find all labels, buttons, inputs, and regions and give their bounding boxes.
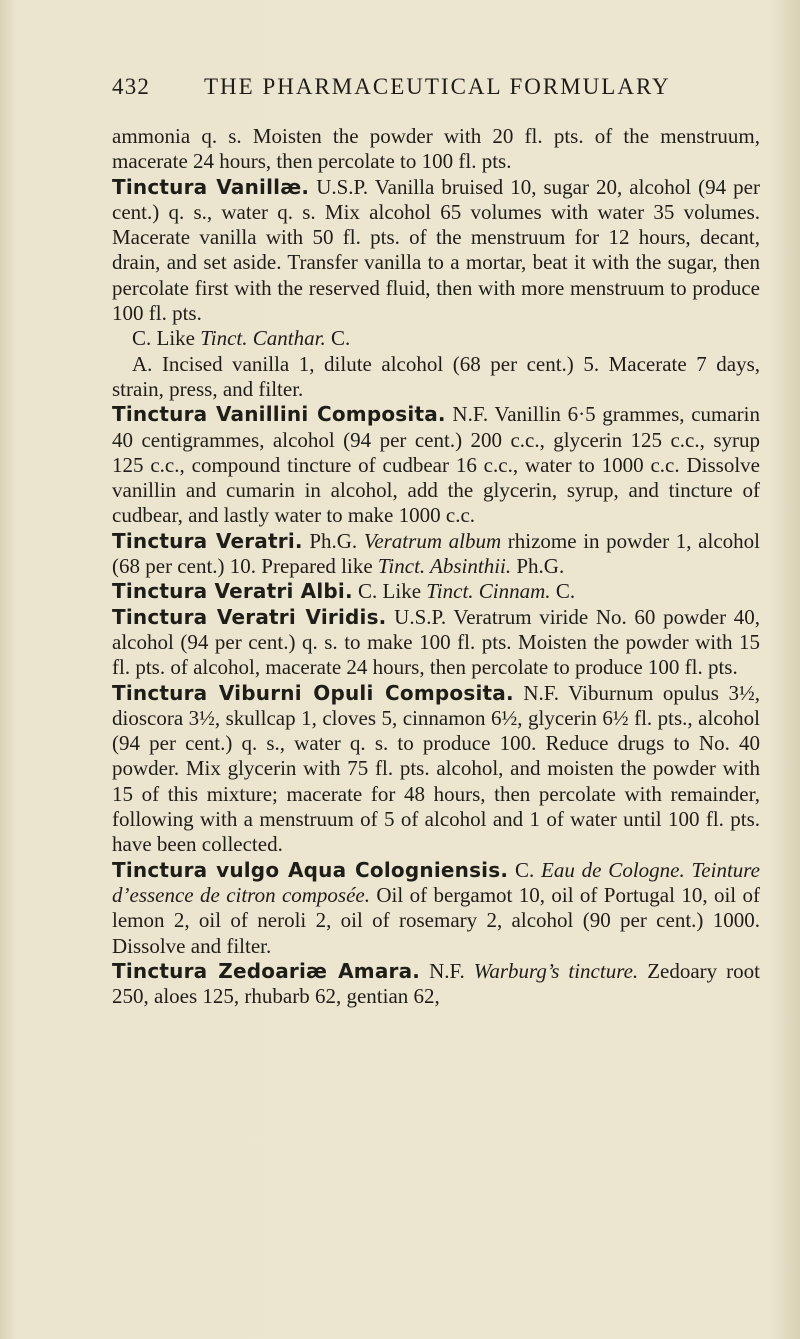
entry-text: C.	[550, 579, 576, 604]
entry-text: Ph.G.	[302, 528, 364, 553]
entry-text: C. Like	[352, 579, 427, 604]
entry-heading: Tinctura vulgo Aqua Cologniensis.	[112, 857, 509, 882]
entry-tinctura-viburni-opuli-composita	[112, 681, 760, 858]
entry-text: N.F. Vanillin 6·5 grammes, cumarin 40 centigrammes, alcohol (94 per cent.) 200 c.c., glycerin 125 c.c., syrup 125 c.c., compound tincture of cudbear 16 c.c., water to 1000 c.c. Dissolve vanillin and cumarin in alcohol, add the glycerin, syrup, and tincture of cudbear, and lastly water to make 1000 c.c.	[112, 402, 760, 528]
entry-tinctura-veratri-viridis	[112, 605, 760, 681]
entry-heading: Tinctura Viburni Opuli Composita.	[112, 680, 514, 705]
entry-text: N.F.	[420, 958, 474, 983]
page-number: 432	[112, 74, 151, 99]
paragraph-continuation	[112, 124, 760, 175]
entry-text: Zedoary root 250, aloes 125, rhubarb 62, gentian 62,	[112, 958, 761, 1009]
entry-text: U.S.P. Veratrum viride No. 60 powder 40, alcohol (94 per cent.) q. s. to make 100 fl. pts. Moisten the powder with 15 fl. pts. of alcohol, macerate 24 hours, then percolate to produce 100 fl. pts.	[112, 604, 760, 680]
note-codex	[112, 326, 760, 351]
note-text: A. Incised vanilla 1, dilute alcohol (68 per cent.) 5. Macerate 7 days, strain, press, and filter.	[112, 351, 760, 401]
entry-heading: Tinctura Vanillini Composita.	[112, 402, 446, 427]
note-reference: Tinct. Canthar.	[200, 326, 326, 351]
entry-italic: Warburg’s tincture.	[473, 958, 639, 983]
entry-tinctura-vulgo-aqua-cologniensis	[112, 858, 760, 959]
entry-text: Oil of bergamot 10, oil of Portugal 10, oil of lemon 2, oil of neroli 2, oil of rosemary 2, alcohol (90 per cent.) 1000. Dissolve and filter.	[112, 882, 760, 958]
entry-italic: Veratrum album	[363, 528, 502, 553]
entry-tinctura-veratri-albi	[112, 579, 760, 604]
note-text: C.	[325, 326, 351, 351]
body-text	[112, 124, 760, 1009]
running-title: THE PHARMACEUTICAL FORMULARY	[204, 74, 671, 99]
entry-heading: Tinctura Veratri.	[112, 528, 303, 553]
entry-text: U.S.P. Vanilla bruised 10, sugar 20, alcohol (94 per cent.) q. s., water q. s. Mix alcohol 65 volumes with water 35 volumes. Macerate vanilla with 50 fl. pts. of the menstruum for 12 hours, decant, drain, and set aside. Transfer vanilla to a mortar, beat it with the sugar, then percolate first with the reserved fluid, then with more menstruum to produce 100 fl. pts.	[112, 174, 760, 326]
entry-tinctura-vanillini-composita	[112, 402, 760, 528]
entry-text: rhizome in powder 1, alcohol (68 per cent.) 10. Prepared like	[112, 528, 760, 579]
entry-tinctura-veratri	[112, 529, 760, 580]
entry-heading: Tinctura Veratri Albi.	[112, 579, 353, 604]
entry-heading: Tinctura Veratri Viridis.	[112, 604, 387, 629]
entry-tinctura-vanillae	[112, 175, 760, 327]
entry-text: N.F. Viburnum opulus 3½, dioscora 3½, skullcap 1, cloves 5, cinnamon 6½, glycerin 6½ fl. pts., alcohol (94 per cent.) q. s., water q. s. to produce 100. Reduce drugs to No. 40 powder. Mix glycerin with 75 fl. pts. alcohol, and moisten the powder with 15 of this mixture; macerate for 48 hours, then percolate with remainder, following with a menstruum of 5 of alcohol and 1 of water until 100 fl. pts. have been collected.	[112, 680, 760, 857]
entry-heading: Tinctura Vanillæ.	[112, 174, 310, 199]
entry-italic: Eau de Cologne. Teinture d’essence de citron composée.	[112, 857, 760, 907]
entry-heading: Tinctura Zedoariæ Amara.	[112, 958, 421, 983]
entry-italic: Tinct. Absinthii.	[377, 554, 512, 579]
entry-tinctura-zedoariae-amara	[112, 959, 760, 1010]
entry-text: Ph.G.	[511, 554, 565, 579]
note-austrian	[112, 352, 760, 403]
entry-italic: Tinct. Cinnam.	[426, 579, 551, 604]
note-text: C. Like	[132, 326, 201, 351]
paragraph-text: ammonia q. s. Moisten the powder with 20 fl. pts. of the menstruum, macerate 24 hours, then percolate to 100 fl. pts.	[112, 124, 760, 174]
entry-text: C.	[508, 857, 542, 882]
